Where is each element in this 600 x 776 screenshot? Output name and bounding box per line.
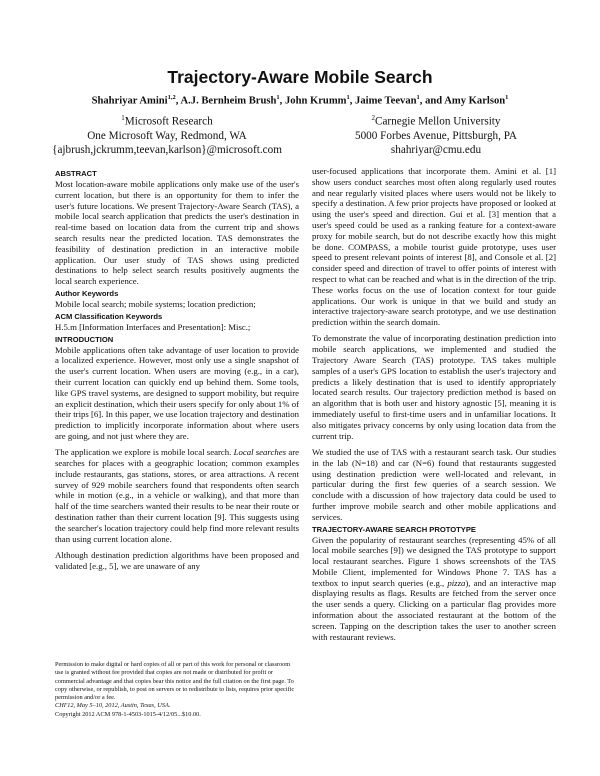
- venue-line: CHI'12, May 5–10, 2012, Austin, Texas, USA.: [55, 702, 171, 710]
- permission-notice: Permission to make digital or hard copies of all or part of this work for personal or classroom use is granted without fee provided that copies are not made or distributed for profit or commercial advantage and that copies bear this notice and the full citation on the first page. To copy otherwise, or republish, to post on servers or to redistribute to lists, requires prior specific permission and/or a fee.: [55, 661, 295, 702]
- affiliation-mark: 2: [371, 114, 375, 122]
- body-paragraph: user-focused applications that incorporate them. Amini et al. [1] show users conduct searches most often along regularly used routes and near regularly visited places where users would not be likely to specify a destination. A few prior projects have proposed or looked at using the user's speed and direction. Gui et al. [3] mention that a user's speed could be used as a ranking feature for a context-aware proxy for mobile search, but do not describe exactly how this might be done. COMPASS, a mobile tourist guide prototype, uses user speed to present relevant points of interest [8], and Console et al. [2] consider speed and direction of travel to offer points of interest with respect to what can be reached and what is in the direction of the trip. These works focus on the use of location context for tour guide applications. Our work is unique in that we build and study an interactive trajectory-aware search prototype, and we use destination prediction within the search domain.: [312, 166, 556, 328]
- acm-heading: ACM Classification Keywords: [55, 311, 163, 321]
- right-column: [312, 166, 556, 648]
- author-affiliation-mark: 1: [346, 94, 350, 101]
- keywords-heading: Author Keywords: [55, 288, 119, 298]
- text-run: ), and an interactive map displaying results as flags. Results are fetched from the server once the user sends a query. Clicking on a particular flag provides more information about the associated restaurant at the bottom of the screen. Tapping on the description takes the user to another screen with restaurant reviews.: [312, 577, 557, 642]
- author-line: Shahriyar Amini$^{1,2}$, A.J. Bernheim Brush$^1$, John Krumm$^1$, Jaime Teevan$^1$, and Amy Karlson$^1$: [91, 94, 509, 107]
- affiliation-address: 5000 Forbes Avenue, Pittsburgh, PA: [354, 129, 518, 142]
- abstract-text: Most location-aware mobile applications only make use of the user's current location, but there is an opportunity for them to infer the user's future locations. We present Trajectory-Aware Search (TAS), a mobile local search application that predicts the user's destination in real-time based on location data from the current trip and shows search results near the predicted location. TAS demonstrates the feasibility of destination prediction in an interactive mobile application. Our user study of TAS shows using predicted destinations to help select search results positively augments the local search experience.: [55, 179, 299, 287]
- author-name: A.J. Bernheim Brush: [180, 95, 277, 107]
- copyright-line: Copyright 2012 ACM 978-1-4503-1015-4/12/05...$10.00.: [55, 710, 201, 718]
- intro-paragraph: Mobile applications often take advantage of user location to provide a localized experience. However, most only use a single snapshot of the user's current location. When users are moving (e.g., in a car), their current location can quickly end up behind them. Some tools, like GPS travel systems, are designed to support mobility, but require an explicit destination, which their users specify for only about 1% of their trips [6]. In this paper, we use location trajectory and destination prediction to implicitly incorporate information about where users are going, and not just where they are.: [55, 344, 299, 441]
- author-affiliation-mark: 1: [276, 94, 280, 101]
- emphasis-text: Local searches: [233, 447, 287, 458]
- body-paragraph: We studied the use of TAS with a restaurant search task. Our studies in the lab (N=18) and car (N=6) found that restaurants suggested using destination prediction were well-located and relevant, in particular during the first few queries of a search session. We conclude with a discussion of how trajectory data could be used to further improve mobile search and other mobile applications and services.: [312, 446, 556, 522]
- left-column: [55, 168, 299, 577]
- paper-title: Trajectory-Aware Mobile Search: [167, 67, 433, 87]
- introduction-heading: INTRODUCTION: [55, 334, 114, 344]
- affiliation-cmu: [318, 111, 554, 157]
- text-run: The application we explore is mobile local search.: [55, 447, 234, 458]
- author-name: John Krumm: [284, 95, 347, 107]
- intro-paragraph: [55, 447, 299, 544]
- author-name: Amy Karlson: [444, 95, 506, 107]
- text-run: are searches for places with a geographic location; common examples include restaurants, gas stations, stores, or area attractions. A recent survey of 929 mobile searchers found that respondents often search while in motion (e.g., in a vehicle or walking), and that more than half of the time searchers wanted their results to be near their route or destination rather than their current location [9]. This suggests using the searcher's location trajectory could help find more relevant results than using current location alone.: [55, 447, 300, 544]
- acm-text: H.5.m [Information Interfaces and Presentation]: Misc.;: [55, 321, 251, 332]
- author-affiliation-mark: 1,2: [167, 94, 176, 101]
- author-name: Jaime Teevan: [355, 95, 417, 107]
- affiliation-address: One Microsoft Way, Redmond, WA: [87, 129, 247, 142]
- affiliation-microsoft: [42, 111, 292, 157]
- abstract-heading: ABSTRACT: [55, 169, 97, 178]
- affiliation-emails[interactable]: shahriyar@cmu.edu: [390, 144, 482, 157]
- affiliation-name: Carnegie Mellon University: [374, 115, 501, 128]
- intro-paragraph: Although destination prediction algorithms have been proposed and validated [e.g., 5], we are unaware of any: [55, 549, 299, 571]
- affiliation-emails[interactable]: {ajbrush,jckrumm,teevan,karlson}@microsoft.com: [52, 144, 282, 157]
- author-affiliation-mark: 1: [416, 94, 420, 101]
- author-affiliation-mark: 1: [505, 94, 509, 101]
- affiliation-mark: 1: [121, 114, 125, 122]
- prototype-heading: TRAJECTORY-AWARE SEARCH PROTOTYPE: [312, 524, 476, 534]
- emphasis-text: pizza: [447, 577, 466, 588]
- keywords-text: Mobile local search; mobile systems; location prediction;: [55, 298, 256, 309]
- copyright-block: [55, 661, 299, 719]
- affiliation-name: Microsoft Research: [124, 115, 213, 128]
- body-paragraph: [312, 535, 556, 643]
- body-paragraph: To demonstrate the value of incorporating destination prediction into mobile search applications, we implemented and studied the Trajectory Aware Search (TAS) prototype. TAS takes multiple samples of a user's GPS location to establish the user's trajectory and predicts a likely destination that is used to identify appropriately located search results. Our trajectory prediction method is based on an algorithm that is both user and history agnostic [5], meaning it is immediately useful to first-time users and in unfamiliar locations. It also mitigates privacy concerns by only using location data from the current trip.: [312, 333, 556, 441]
- author-name: Shahriyar Amini: [91, 95, 168, 107]
- text-run: Given the popularity of restaurant searches (representing 45% of all local mobile searches [9]) we designed the TAS prototype to support local restaurant searches. Figure 1 shows screenshots of the TAS Mobile Client, implemented for Windows Phone 7. TAS has a textbox to input search queries (e.g.,: [312, 534, 556, 588]
